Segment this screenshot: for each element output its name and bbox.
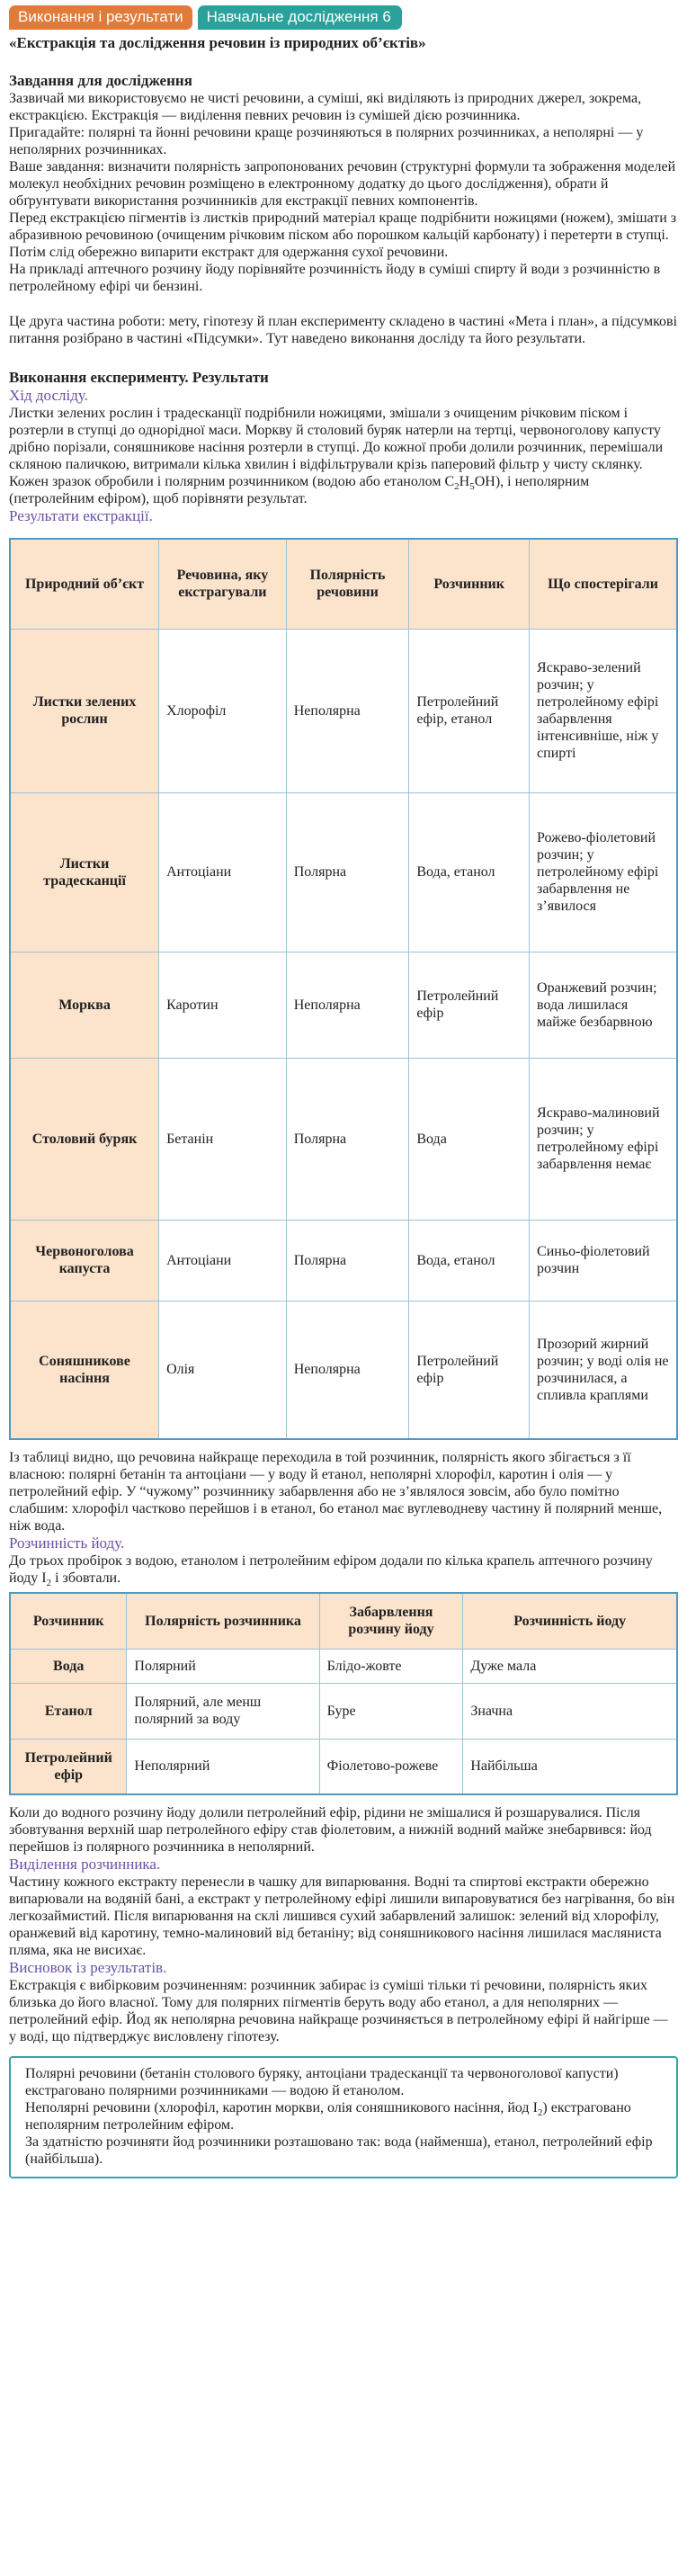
table-cell: Червоноголова капуста — [10, 1220, 159, 1301]
table-cell: Столовий буряк — [10, 1058, 159, 1220]
table-cell: Блідо-жовте — [319, 1649, 463, 1683]
table-cell: Фіолетово-рожеве — [319, 1739, 463, 1794]
table-row — [10, 1739, 677, 1794]
summary-box — [9, 2056, 678, 2178]
table-cell: Вода, етанол — [409, 792, 530, 952]
table-row — [10, 1649, 677, 1683]
section-tabs — [9, 4, 678, 31]
table-row — [10, 952, 677, 1058]
table-header-row — [10, 539, 677, 629]
table-cell: Оранжевий розчин; вода лишилася майже безбарвною — [530, 952, 677, 1058]
tasks-heading: Завдання для дослідження — [9, 72, 192, 89]
execution-heading: Виконання експерименту. Результати — [9, 369, 269, 386]
iodine-table — [9, 1592, 678, 1795]
conclusions-label: Висновок із результатів. — [9, 1959, 167, 1976]
part-note: Це друга частина роботи: мету, гіпотезу й план експерименту складено в частині «Мета і план», а підсумкові питання розібрано в частині «Підсумки». Тут наведено виконання досліду та його результати. — [9, 314, 678, 346]
tab-study-6[interactable]: Навчальне дослідження 6 — [198, 5, 402, 30]
results-label: Результати екстракції. — [9, 507, 153, 524]
table-cell: Прозорий жирний розчин; у воді олія не розчинилася, а спливла краплями — [530, 1301, 677, 1439]
table-cell: Антоціани — [159, 792, 287, 952]
tasks-paragraph: Пригадайте: полярні та йонні речовини краще розчиняються в полярних розчинниках, а неполярні — у неполярних розчинниках. — [9, 125, 644, 157]
table-cell: Буре — [319, 1683, 463, 1739]
tasks-paragraph: Зазвичай ми використовуємо не чисті речовини, а суміші, які виділяють із природних джерел, зокрема, екстракцією. Екстракція — виділення певних речовин із сумішей дією розчинника. — [9, 91, 642, 123]
table-cell: Полярний, але менш полярний за воду — [127, 1683, 319, 1739]
table-cell: Хлорофіл — [159, 629, 287, 792]
table-cell: Вода, етанол — [409, 1220, 530, 1301]
table-cell: Петролейний ефір — [10, 1739, 127, 1794]
iodine-label: Розчинність йоду. — [9, 1534, 125, 1552]
table-cell: Антоціани — [159, 1220, 287, 1301]
table-cell: Полярна — [286, 792, 409, 952]
table-row — [10, 629, 677, 792]
table-header-cell: Полярність речовини — [286, 539, 409, 629]
table-cell: Найбільша — [463, 1739, 677, 1794]
table-cell: Морква — [10, 952, 159, 1058]
table-cell: Неполярна — [286, 629, 409, 792]
page-title: «Екстракція та дослідження речовин із природних об’єктів» — [9, 34, 426, 51]
tasks-paragraph: Ваше завдання: визначити полярність запропонованих речовин (структурні формули та зображення моделей молекул необхідних речовин розміщено в електронному додатку до цього дослідження), обрати й обґрунтувати використання розчинників для екстракції певних компонентів. — [9, 159, 676, 209]
table-cell: Соняшникове насіння — [10, 1301, 159, 1439]
table-cell: Яскраво-малиновий розчин; у петролейному ефірі забарвлення немає — [530, 1058, 677, 1220]
table-row — [10, 1220, 677, 1301]
conclusions-paragraph: Екстракція є вибірковим розчиненням: розчинник забирає із суміші тільки ті речовини, полярність яких близька до його власної. Тому для полярних пігментів беруть воду або етанол, а для неполярних — петролейний ефір. Йод як неполярна речовина найкраще розчиняється в петролейному ефірі й найгірше — у воді, що підтверджує висловлену гіпотезу. — [9, 1978, 668, 2044]
table-header-cell: Речовина, яку екстрагували — [159, 539, 287, 629]
tab-execution-results[interactable]: Виконання і результати — [9, 5, 192, 30]
table-cell: Полярна — [286, 1058, 409, 1220]
table-header-cell: Полярність розчинника — [127, 1593, 319, 1649]
table-cell: Значна — [463, 1683, 677, 1739]
table-cell: Полярний — [127, 1649, 319, 1683]
table-cell: Петролейний ефір — [409, 952, 530, 1058]
table-header-cell: Забарвлення розчину йоду — [319, 1593, 463, 1649]
tasks-paragraph: Перед екстракцією пігментів із листків природний матеріал краще подрібнити ножицями (ножем), змішати з абразивною речовиною (очищеним річковим піском або порошком кальцій карбонату) і перетерти в ступці. Потім слід обережно випарити екстракт для одержання сухої речовини. — [9, 210, 677, 260]
summary-paragraph: За здатністю розчиняти йод розчинники розташовано так: вода (найменша), етанол, петролейний ефір (найбільша). — [25, 2134, 653, 2167]
table-cell: Неполярна — [286, 952, 409, 1058]
summary-paragraph: Полярні речовини (бетанін столового буряку, антоціани традесканції та червоноголової капусти) екстраговано полярними розчинниками — водою й етанолом. — [25, 2066, 619, 2098]
table-cell: Петролейний ефір — [409, 1301, 530, 1439]
table-cell: Неполярна — [286, 1301, 409, 1439]
table-header-cell: Розчинність йоду — [463, 1593, 677, 1649]
table-header-cell: Що спостерігали — [530, 539, 677, 629]
table-cell: Синьо-фіолетовий розчин — [530, 1220, 677, 1301]
table-cell: Бетанін — [159, 1058, 287, 1220]
table-cell: Каротин — [159, 952, 287, 1058]
table-header-cell: Природний об’єкт — [10, 539, 159, 629]
progress-label: Хід досліду. — [9, 387, 88, 404]
table-header-cell: Розчинник — [409, 539, 530, 629]
table-cell: Листки зелених рослин — [10, 629, 159, 792]
extraction-table — [9, 538, 678, 1440]
table-row — [10, 1683, 677, 1739]
table-header-row — [10, 1593, 677, 1649]
table-cell: Петролейний ефір, етанол — [409, 629, 530, 792]
table-row — [10, 1301, 677, 1439]
table-row — [10, 792, 677, 952]
table-cell: Дуже мала — [463, 1649, 677, 1683]
progress-paragraph: Листки зелених рослин і традесканції подрібнили ножицями, змішали з очищеним річковим піском і розтерли в ступці до однорідної маси. Моркву й столовий буряк натерли на тертці, червоноголову капусту дрібно порізали, соняшникове насіння розтерли в ступці. До кожної проби долили розчинник, перемішали скляною паличкою, витримали кілька хвилин і відфільтрували крізь паперовий фільтр у чисту склянку. Кожен зразок обробили і полярним розчинником (водою або етанолом $C_2H_5OH$), і неполярним (петролейним ефіром), щоб порівняти результат. — [9, 406, 664, 506]
after-paragraph: Коли до водного розчину йоду долили петролейний ефір, рідини не змішалися й розшарувалися. Після збовтування верхній шар петролейного ефіру став фіолетовим, а нижній водний майже знебарвився: йод перейшов із полярного розчинника в неполярний. — [9, 1805, 652, 1855]
iodine-paragraph: До трьох пробірок з водою, етанолом і петролейним ефіром додали по кілька крапель аптечного розчину йоду $I_2$ і збовтали. — [9, 1553, 653, 1589]
tasks-paragraph: На прикладі аптечного розчину йоду порівняйте розчинність йоду в суміші спирту й води з розчинністю в петролейному ефірі чи бензині. — [9, 262, 661, 294]
table-cell: Яскраво-зелений розчин; у петролейному ефірі забарвлення інтенсивніше, ніж у спирті — [530, 629, 677, 792]
table-cell: Полярна — [286, 1220, 409, 1301]
summary-paragraph: Неполярні речовини (хлорофіл, каротин моркви, олія соняшникового насіння, йод $I_2$) екстраговано неполярним петролейним ефіром. — [25, 2100, 631, 2133]
isolation-paragraph: Частину кожного екстракту перенесли в чашку для випарювання. Водні та спиртові екстракти обережно випарювали на водяній бані, а екстракт у петролейному ефірі лишили випаровуватися без нагрівання, бо він легкозаймистий. Після випарювання на склі лишився сухий забарвлений залишок: зелений від хлорофілу, оранжевий від каротину, темно-малиновий від бетаніну; від соняшникового насіння лишилася масляниста пляма, яка не висихає. — [9, 1874, 675, 1958]
table-cell: Неполярний — [127, 1739, 319, 1794]
analysis-paragraph: Із таблиці видно, що речовина найкраще переходила в той розчинник, полярність якого збігається з її власною: полярні бетанін та антоціани — у воду й етанол, неполярні хлорофіл, каротин і олія — у петролейний ефір. У “чужому” розчиннику забарвлення або не з’являлося зовсім, або було помітно слабшим: хлорофіл частково перейшов і в етанол, бо етанол має вуглеводневу частину й полярний менше, ніж вода. — [9, 1450, 663, 1534]
table-cell: Листки традесканції — [10, 792, 159, 952]
table-row — [10, 1058, 677, 1220]
table-cell: Олія — [159, 1301, 287, 1439]
table-cell: Рожево-фіолетовий розчин; у петролейному ефірі забарвлення не з’явилося — [530, 792, 677, 952]
table-header-cell: Розчинник — [10, 1593, 127, 1649]
isolation-label: Виділення розчинника. — [9, 1856, 161, 1873]
table-cell: Вода — [409, 1058, 530, 1220]
table-cell: Етанол — [10, 1683, 127, 1739]
table-cell: Вода — [10, 1649, 127, 1683]
